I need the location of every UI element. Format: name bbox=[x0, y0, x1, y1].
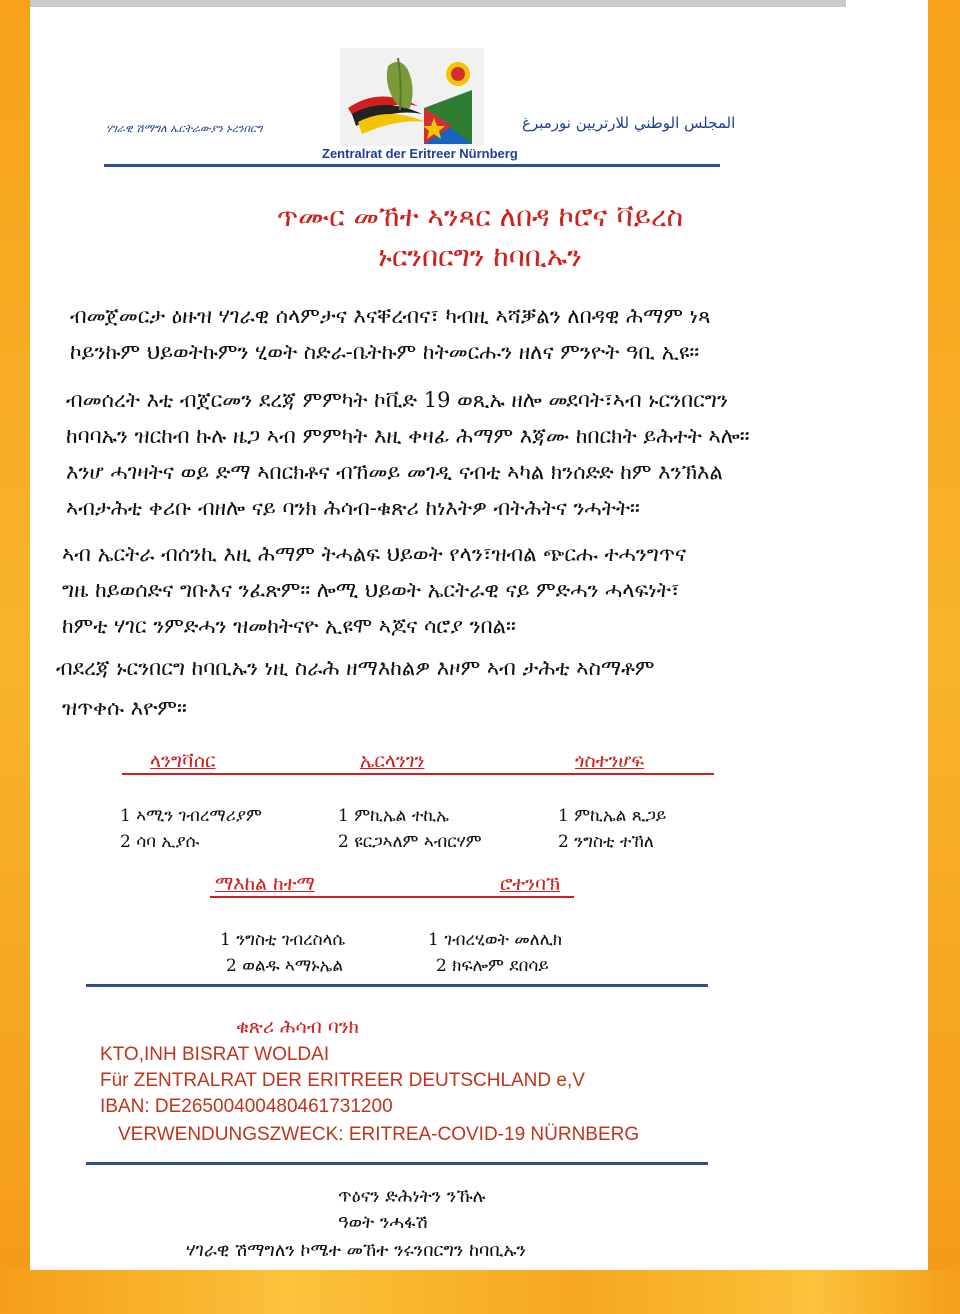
paragraph-2-line-4: ኣብታሕቲ ቀሪቡ ብዘሎ ናይ ባንክ ሕሳብ-ቁጽሪ ከነእትዎ ብትሕትና ንሓትት። bbox=[66, 496, 640, 520]
paragraph-3-line-3: ከምቲ ሃገር ንምድሓን ዝመከትናዮ ኢዩሞ ኣጆና ሳሮያ ንበል። bbox=[62, 614, 516, 638]
member-erlangen-2: 2 ዩርጋኣለም ኣብርሃም bbox=[338, 832, 482, 852]
member-langwasser-2: 2 ሳባ ኢያሱ bbox=[120, 832, 200, 852]
member-gostenhof-1: 1 ምኪኤል ጺጋይ bbox=[558, 806, 667, 826]
member-city-center-1: 1 ንግስቲ ገብረስላሴ bbox=[220, 930, 346, 950]
bottom-orange-band bbox=[0, 1270, 960, 1314]
org-name-arabic: المجلس الوطني للارتريين نورمبرغ bbox=[522, 114, 736, 132]
paragraph-3-line-1: ኣብ ኤርትራ ብሰንኪ እዚ ሕማም ትሓልፍ ህይወት የላን፣ዝብል ጭርሑ ተሓንግጥና bbox=[62, 542, 687, 566]
paragraph-1-line-2: ኮይንኩም ህይወትኩምን ሂወት ስድራ-ቤትኩም ከትመርሑን ዘለና ምንዮት ዓቢ ኢዩ። bbox=[70, 340, 700, 364]
org-name-tigrinya: ሃገራዊ ሽማግለ ኤርትራውያን ኑረንበርግ bbox=[106, 122, 263, 135]
paragraph-4-line-2: ዝጥቀሱ እዮም። bbox=[62, 696, 187, 720]
member-erlangen-1: 1 ምኪኤል ተኪኤ bbox=[338, 806, 449, 826]
committee-name-gostenhof: ጎስተንሆፍ bbox=[575, 750, 644, 772]
closing-line-1: ጥዕናን ድሕነትን ንኹሉ bbox=[338, 1186, 486, 1207]
title-line-2: ኑርንበርግን ከባቢኡን bbox=[378, 240, 582, 273]
committee-name-city-center: ማእከል ከተማ bbox=[215, 873, 315, 895]
committee-name-erlangen: ኤርላንገን bbox=[360, 750, 425, 772]
bank-account-title: ቁጽሪ ሕሳብ ባንክ bbox=[236, 1016, 359, 1038]
member-city-center-2: 2 ወልዱ ኣማኑኤል bbox=[226, 956, 344, 976]
member-langwasser-1: 1 ኣሚን ገብረማሪያም bbox=[120, 806, 262, 826]
bank-beneficiary: Für ZENTRALRAT DER ERITREER DEUTSCHLAND e,V bbox=[100, 1070, 585, 1091]
member-rothenbach-2: 2 ክፍሎም ደበሳይ bbox=[436, 956, 549, 976]
org-name-german: Zentralrat der Eritreer Nürnberg bbox=[322, 146, 518, 161]
paragraph-2-line-1: ብመሰረት እቲ ብጀርመን ደረጃ ምምካት ኮቪድ 19 ወጺኡ ዘሎ መደባት፣ኣብ ኑርንበርግን bbox=[66, 388, 728, 412]
member-gostenhof-2: 2 ንግስቲ ተኸለ bbox=[558, 832, 654, 852]
committee-row-2-underline bbox=[210, 896, 574, 898]
committee-name-rothenbach: ሮተንባኽ bbox=[500, 873, 560, 895]
header-divider bbox=[104, 164, 720, 167]
organization-logo bbox=[340, 48, 484, 146]
bank-account-holder: KTO,INH BISRAT WOLDAI bbox=[100, 1044, 330, 1065]
right-orange-border bbox=[928, 0, 960, 1314]
top-gray-strip bbox=[30, 0, 846, 7]
paragraph-3-line-2: ግዜ ከይወሰድና ግቡእና ንፈጽም። ሎሚ ህይወት ኤርትራዊ ናይ ምድሓን ሓላፍነት፣ bbox=[62, 578, 680, 602]
committee-row-1-underline bbox=[122, 773, 714, 775]
title-line-1: ጥሙር መኸተ ኣንጻር ለበዳ ኮሮና ቫይረስ bbox=[276, 200, 684, 233]
section-divider-1 bbox=[86, 984, 708, 987]
paragraph-2-line-3: እንሆ ሓገዛትና ወይ ድማ ኣበርክቶና ብኸመይ መገዲ ናብቲ ኣካል ክንሰድድ ከም እንኽእል bbox=[66, 460, 723, 484]
paragraph-1-line-1: ብመጀመርታ ዕዙዝ ሃገራዊ ሰላምታና እናቐረብና፣ ካብዚ ኣሻቓልን ለበዳዊ ሕማም ነጻ bbox=[70, 304, 711, 328]
member-rothenbach-1: 1 ገብረሂወት መለሊክ bbox=[428, 930, 563, 950]
bank-purpose: VERWENDUNGSZWECK: ERITREA-COVID-19 NÜRNBERG bbox=[118, 1124, 640, 1145]
bank-iban: IBAN: DE26500400480461731200 bbox=[100, 1096, 393, 1117]
closing-signature: ሃገራዊ ሽማግለን ኮሜተ መኸተ ንሩንበርግን ከባቢኡን bbox=[186, 1240, 526, 1261]
section-divider-2 bbox=[86, 1162, 708, 1165]
committee-name-langwasser: ላንግቫሰር bbox=[150, 750, 216, 772]
paragraph-2-line-2: ከባባኡን ዝርከብ ኩሉ ዜጋ ኣብ ምምካት እዚ ቀዛፊ ሕማም እጃሙ ከበርክት ይሕተት ኣሎ። bbox=[66, 424, 750, 448]
left-orange-border bbox=[0, 0, 30, 1314]
closing-line-2: ዓወት ንሓፋሽ bbox=[338, 1212, 428, 1233]
paragraph-4-line-1: ብደረጃ ኑርንበርግ ከባቢኡን ነዚ ስራሕ ዘማእከልዎ እዞም ኣብ ታሕቲ ኣስማቶም bbox=[56, 656, 655, 680]
